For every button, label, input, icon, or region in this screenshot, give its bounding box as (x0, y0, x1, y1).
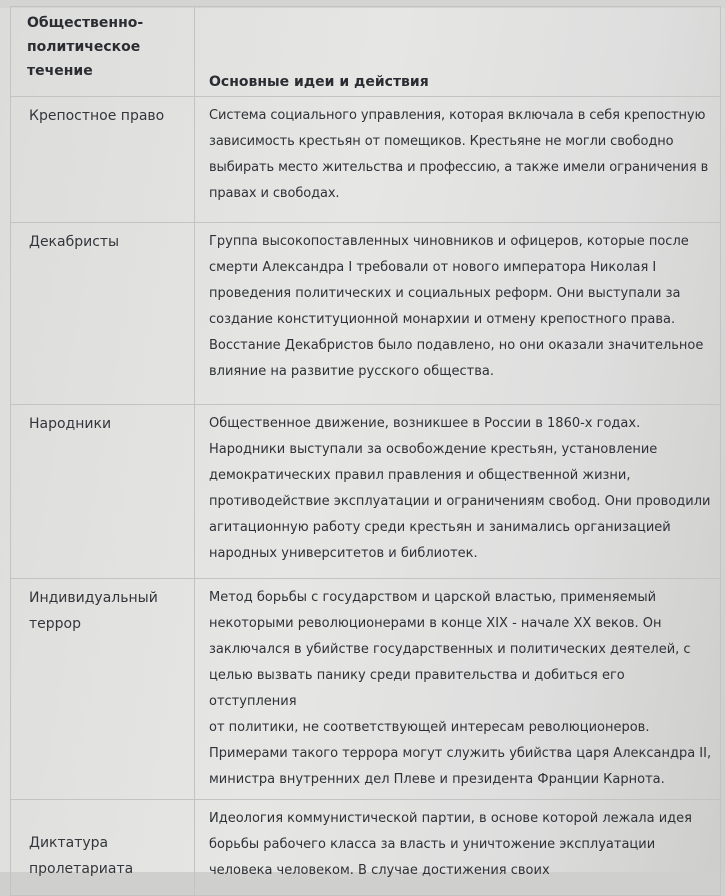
header-movement-line: Общественно- (27, 15, 144, 31)
description-line: демократических правил правления и общественной жизни, (209, 468, 631, 483)
movement-description-cell (195, 579, 721, 800)
header-cell-movement (11, 7, 195, 97)
description-line: целью вызвать панику среди правительства и добиться его отступления (209, 668, 625, 709)
description-line: от политики, не соответствующей интересам революционеров. (209, 720, 650, 735)
description-line: противодействие эксплуатации и ограничениям свобод. Они проводили (209, 494, 711, 509)
description-line: человека человеком. В случае достижения своих (209, 863, 550, 878)
movement-name-cell (11, 405, 195, 579)
table-row (11, 97, 721, 223)
table-row (11, 800, 721, 896)
movement-name: Народники (29, 416, 112, 432)
description-line: народных университетов и библиотек. (209, 546, 478, 561)
description-line: заключался в убийстве государственных и политических деятелей, с (209, 642, 691, 657)
movement-name: Крепостное право (29, 108, 165, 124)
movement-description-cell (195, 97, 721, 223)
movement-name-cell (11, 579, 195, 800)
description-line: смерти Александра I требовали от нового императора Николая I (209, 260, 657, 275)
description-line: некоторыми революционерами в конце XIX - начале XX веков. Он (209, 616, 662, 631)
description-line: правах и свободах. (209, 186, 340, 201)
description-line: Примерами такого террора могут служить убийства царя Александра II, (209, 746, 712, 761)
header-movement-line: политическое (27, 39, 141, 55)
header-movement-line: течение (27, 63, 93, 79)
description-line: выбирать место жительства и профессию, а также имели ограничения в (209, 160, 709, 175)
movement-name-cell (11, 223, 195, 405)
movement-name-cell (11, 97, 195, 223)
movement-name-cell (11, 800, 195, 896)
header-cell-ideas (195, 7, 721, 97)
description-line: министра внутренних дел Плеве и президента Франции Карнота. (209, 772, 665, 787)
movement-name: Диктатура (29, 835, 109, 851)
table-row (11, 223, 721, 405)
description-line: Группа высокопоставленных чиновников и офицеров, которые после (209, 234, 689, 249)
description-line: Народники выступали за освобождение крестьян, установление (209, 442, 658, 457)
description-line: Система социального управления, которая включала в себя крепостную (209, 108, 706, 123)
ideology-table (10, 6, 721, 896)
movement-name: пролетариата (29, 861, 134, 877)
header-ideas-label: Основные идеи и действия (209, 74, 429, 90)
movement-name: террор (29, 616, 81, 632)
description-line: зависимость крестьян от помещиков. Крестьяне не могли свободно (209, 134, 674, 149)
description-line: Идеология коммунистической партии, в основе которой лежала идея (209, 811, 692, 826)
movement-description-cell (195, 223, 721, 405)
movement-description-cell (195, 800, 721, 896)
description-line: Восстание Декабристов было подавлено, но они оказали значительное (209, 338, 704, 353)
movement-name: Индивидуальный (29, 590, 158, 606)
movement-name: Декабристы (29, 234, 120, 250)
description-line: проведения политических и социальных реформ. Они выступали за (209, 286, 681, 301)
header-row (11, 7, 721, 97)
description-line: Метод борьбы с государством и царской властью, применяемый (209, 590, 657, 605)
description-line: создание конституционной монархии и отмену крепостного права. (209, 312, 676, 327)
description-line: Общественное движение, возникшее в России в 1860-х годах. (209, 416, 641, 431)
movement-description-cell (195, 405, 721, 579)
table-row (11, 579, 721, 800)
description-line: борьбы рабочего класса за власть и уничтожение эксплуатации (209, 837, 656, 852)
table-row (11, 405, 721, 579)
description-line: влияние на развитие русского общества. (209, 364, 494, 379)
description-line: агитационную работу среди крестьян и занимались организацией (209, 520, 671, 535)
